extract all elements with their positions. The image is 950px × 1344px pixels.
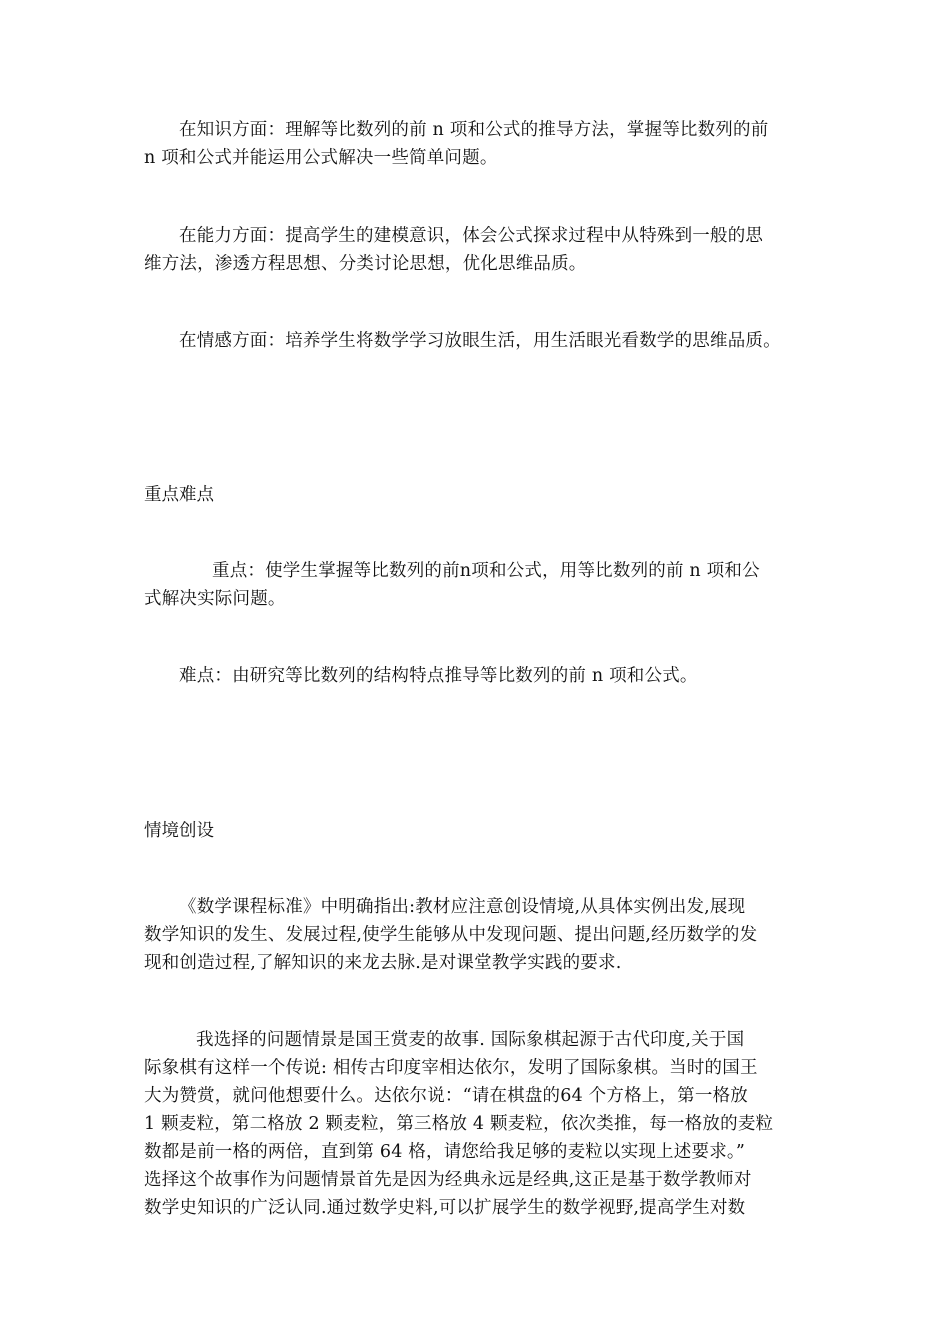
paragraph-line: 数学史知识的广泛认同.通过数学史料,可以扩展学生的数学视野,提高学生对数 xyxy=(144,1198,746,1218)
paragraph-line: 我选择的问题情景是国王赏麦的故事. 国际象棋起源于古代印度,关于国 xyxy=(196,1030,745,1050)
paragraph-line: 《数学课程标准》中明确指出:教材应注意创设情境,从具体实例出发,展现 xyxy=(179,897,746,917)
paragraph-line: 在知识方面：理解等比数列的前 n 项和公式的推导方法，掌握等比数列的前 xyxy=(179,120,769,140)
paragraph-line: 1 颗麦粒，第二格放 2 颗麦粒，第三格放 4 颗麦粒，依次类推，每一格放的麦粒 xyxy=(144,1114,774,1134)
paragraph-line: 现和创造过程,了解知识的来龙去脉.是对课堂教学实践的要求. xyxy=(144,953,622,973)
scenario-story xyxy=(144,1026,809,1222)
key-point-difficulty xyxy=(144,662,809,690)
paragraph-line: 大为赞赏，就问他想要什么。达依尔说：“请在棋盘的64 个方格上，第一格放 xyxy=(144,1086,748,1106)
objective-emotion xyxy=(144,327,809,355)
section-heading-key-points: 重点难点 xyxy=(144,485,214,505)
paragraph-line: 难点：由研究等比数列的结构特点推导等比数列的前 n 项和公式。 xyxy=(179,666,698,686)
paragraph-line: n 项和公式并能运用公式解决一些简单问题。 xyxy=(144,148,498,168)
scenario-standard xyxy=(144,893,809,977)
objective-ability xyxy=(144,222,809,278)
paragraph-line: 重点：使学生掌握等比数列的前n项和公式，用等比数列的前 n 项和公 xyxy=(212,561,760,581)
paragraph-line: 数都是前一格的两倍，直到第 64 格，请您给我足够的麦粒以实现上述要求。” xyxy=(144,1142,745,1162)
paragraph-line: 在能力方面：提高学生的建模意识，体会公式探求过程中从特殊到一般的思 xyxy=(179,226,764,246)
paragraph-line: 式解决实际问题。 xyxy=(144,589,286,609)
paragraph-line: 际象棋有这样一个传说: 相传古印度宰相达依尔，发明了国际象棋。当时的国王 xyxy=(144,1058,758,1078)
paragraph-line: 在情感方面：培养学生将数学学习放眼生活，用生活眼光看数学的思维品质。 xyxy=(179,331,781,351)
paragraph-line: 数学知识的发生、发展过程,使学生能够从中发现问题、提出问题,经历数学的发 xyxy=(144,925,758,945)
key-point-focus xyxy=(144,557,809,613)
objective-knowledge xyxy=(144,116,809,172)
paragraph-line: 维方法，渗透方程思想、分类讨论思想，优化思维品质。 xyxy=(144,254,587,274)
section-heading-scenario: 情境创设 xyxy=(144,821,214,841)
paragraph-line: 选择这个故事作为问题情景首先是因为经典永远是经典,这正是基于数学教师对 xyxy=(144,1170,752,1190)
